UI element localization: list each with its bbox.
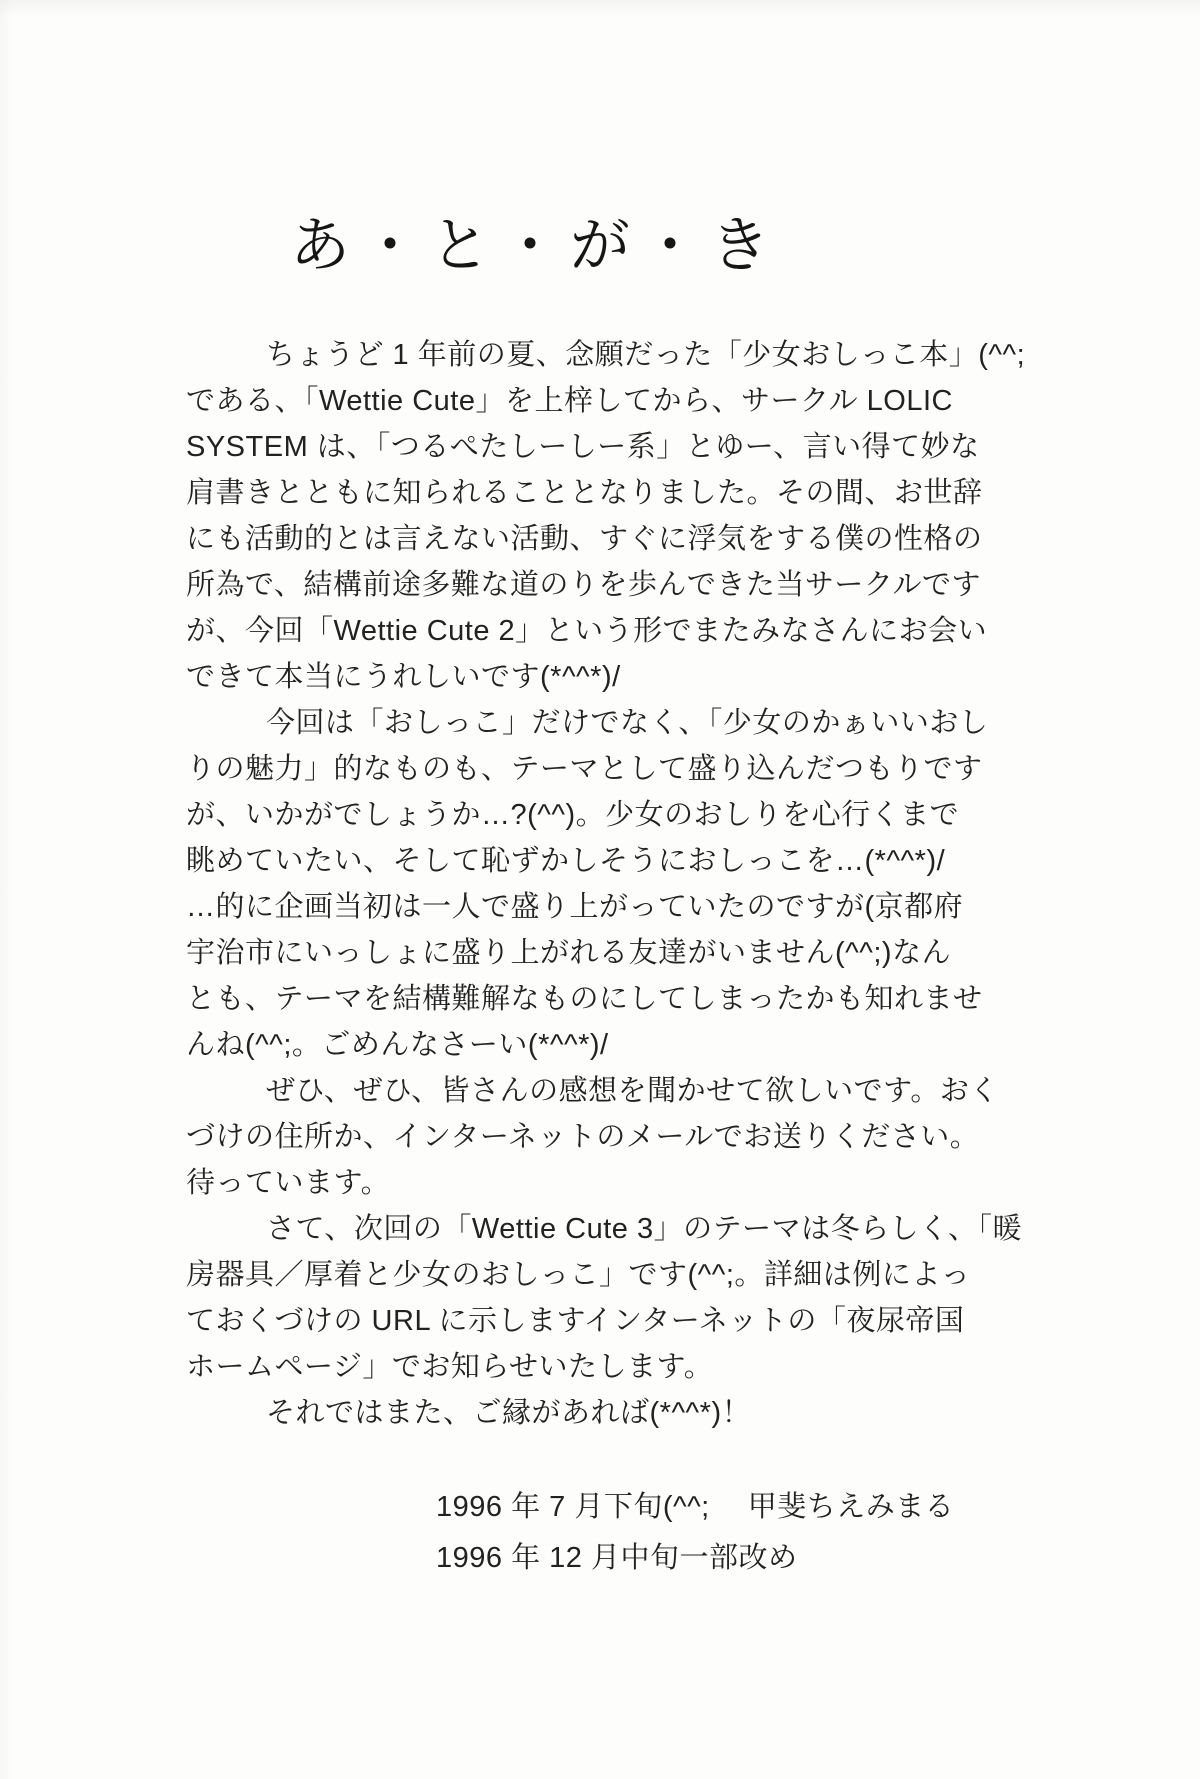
- body-line: 肩書きとともに知られることとなりました。その間、お世辞: [186, 477, 983, 509]
- body-line: 待っています。: [186, 1167, 391, 1199]
- afterword-body: [186, 332, 1026, 1436]
- body-line: ホームページ」でお知らせいたします。: [186, 1351, 714, 1383]
- body-line: んね(^^;。ごめんなさーい(*^^*)/: [186, 1029, 609, 1061]
- body-line: SYSTEM は、「つるぺたしーしー系」とゆー、言い得て妙な: [186, 431, 980, 463]
- body-line: 宇治市にいっしょに盛り上がれる友達がいません(^^;)なん: [186, 937, 952, 969]
- body-line: 眺めていたい、そして恥ずかしそうにおしっこを…(*^^*)/: [186, 845, 946, 877]
- signature-line-revision: 1996 年 12 月中旬一部改め: [436, 1542, 798, 1574]
- body-line: が、今回「Wettie Cute 2」という形でまたみなさんにお会い: [186, 615, 988, 647]
- body-line: 所為で、結構前途多難な道のりを歩んできた当サークルです: [186, 569, 982, 601]
- body-line: りの魅力」的なものも、テーマとして盛り込んだつもりです: [186, 753, 983, 785]
- body-line: ておくづけの URL に示しますインターネットの「夜尿帝国: [186, 1305, 965, 1337]
- page-title: あ・と・が・き: [290, 212, 780, 279]
- body-line: が、いかがでしょうか…?(^^)。少女のおしりを心行くまで: [186, 799, 960, 831]
- body-line: にも活動的とは言えない活動、すぐに浮気をする僕の性格の: [186, 523, 983, 555]
- signature-block: [436, 1482, 954, 1584]
- body-line: ちょうど 1 年前の夏、念願だった「少女おしっこ本」(^^;: [266, 339, 1026, 371]
- body-line: それではまた、ご縁があれば(*^^*)！: [266, 1397, 752, 1429]
- body-line: できて本当にうれしいです(*^^*)/: [186, 661, 621, 693]
- signature-line-date-author: 1996 年 7 月下旬(^^; 甲斐ちえみまる: [436, 1491, 955, 1523]
- body-line: さて、次回の「Wettie Cute 3」のテーマは冬らしく、「暖: [266, 1213, 1023, 1245]
- body-line: 今回は「おしっこ」だけでなく、「少女のかぁいいおし: [266, 707, 989, 739]
- body-line: …的に企画当初は一人で盛り上がっていたのですが(京都府: [186, 891, 964, 923]
- body-line: ぜひ、ぜひ、皆さんの感想を聞かせて欲しいです。おく: [266, 1075, 999, 1107]
- body-line: 房器具／厚着と少女のおしっこ」です(^^;。詳細は例によっ: [186, 1259, 971, 1291]
- body-line: である、「Wettie Cute」を上梓してから、サークル LOLIC: [186, 385, 953, 417]
- body-line: とも、テーマを結構難解なものにしてしまったかも知れませ: [186, 983, 983, 1015]
- body-line: づけの住所か、インターネットのメールでお送りください。: [186, 1121, 980, 1153]
